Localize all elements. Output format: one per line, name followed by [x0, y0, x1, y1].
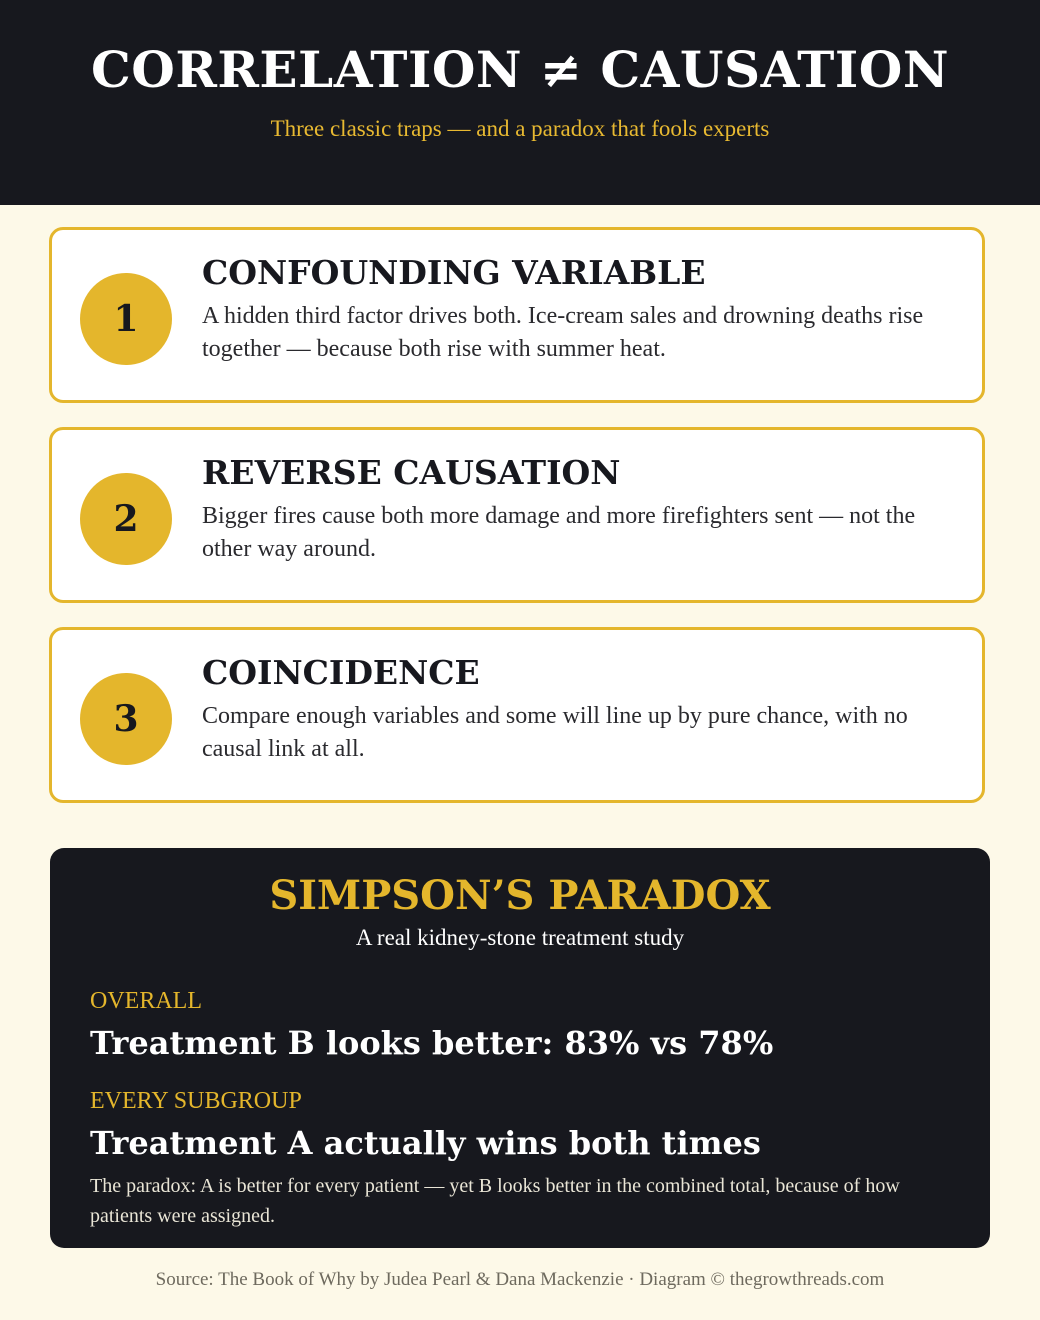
trap-heading: CONFOUNDING VARIABLE — [202, 253, 706, 292]
page-subtitle: Three classic traps — and a paradox that fools experts — [270, 116, 770, 141]
page-title: CORRELATION ≠ CAUSATION — [90, 40, 950, 99]
header-banner — [0, 0, 1040, 205]
subgroup-result: Treatment A actually wins both times — [90, 1124, 761, 1162]
trap-heading: COINCIDENCE — [202, 653, 480, 692]
trap-description: A hidden third factor drives both. Ice-cream sales and drowning deaths rise together — because both rise with summer heat. — [202, 303, 924, 362]
overall-result: Treatment B looks better: 83% vs 78% — [90, 1024, 774, 1062]
paradox-subtitle: A real kidney-stone treatment study — [355, 925, 685, 950]
trap-number-badge: 1 — [80, 273, 172, 365]
trap-description: Compare enough variables and some will line up by pure chance, with no causal link at all. — [202, 703, 908, 762]
trap-card-reverse-causation — [49, 427, 985, 603]
overall-label: OVERALL — [90, 988, 202, 1014]
trap-description: Bigger fires cause both more damage and more firefighters sent — not the other way around. — [202, 503, 916, 562]
trap-heading: REVERSE CAUSATION — [202, 453, 621, 492]
source-footer: Source: The Book of Why by Judea Pearl & Dana Mackenzie · Diagram © thegrowthreads.com — [155, 1269, 885, 1290]
trap-number-badge: 2 — [80, 473, 172, 565]
simpsons-paradox-panel — [50, 848, 990, 1248]
paradox-title: SIMPSON’S PARADOX — [269, 872, 771, 919]
trap-card-confounding — [49, 227, 985, 403]
trap-card-coincidence — [49, 627, 985, 803]
paradox-note: The paradox: A is better for every patient — yet B looks better in the combined total, because of how patients were assigned. — [90, 1175, 900, 1227]
trap-number-badge: 3 — [80, 673, 172, 765]
subgroup-label: EVERY SUBGROUP — [90, 1088, 302, 1114]
